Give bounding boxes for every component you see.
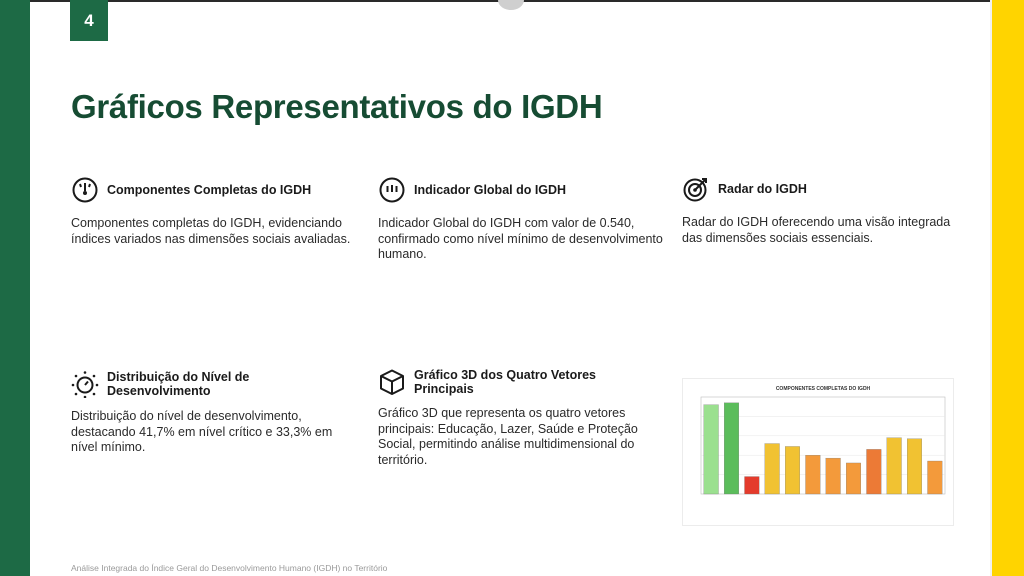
top-indicator <box>498 0 524 10</box>
chart-bar <box>928 461 943 494</box>
card-title: Radar do IGDH <box>718 182 807 196</box>
card-description: Distribuição do nível de desenvolvimento, destacando 41,7% em nível crítico e 33,3% em nível mínimo. <box>71 409 333 454</box>
chart-bar <box>867 449 882 494</box>
chart-bar <box>887 438 902 494</box>
chart-title: COMPONENTES COMPLETAS DO IGDH <box>775 386 871 392</box>
page-title: Gráficos Representativos do IGDH <box>71 88 603 125</box>
card-description: Indicador Global do IGDH com valor de 0.540, confirmado como nível mínimo de desenvolvimento humano. <box>378 216 663 261</box>
chart-bar <box>745 477 760 494</box>
chart-bar <box>785 446 800 494</box>
chart-bar <box>704 405 719 494</box>
card-grafico-3d <box>378 368 668 468</box>
card-distribuicao <box>71 370 361 456</box>
chart-thumbnail <box>682 378 954 526</box>
cube-icon <box>378 368 406 396</box>
card-indicador-global <box>378 176 668 263</box>
page-number-badge: 4 <box>70 0 108 41</box>
chart-bar <box>765 444 780 494</box>
meter-icon <box>378 176 406 204</box>
card-title: Distribuição do Nível de Desenvolvimento <box>107 370 250 398</box>
bar-chart <box>683 379 953 525</box>
card-title: Componentes Completas do IGDH <box>107 183 312 197</box>
card-description: Gráfico 3D que representa os quatro vetores principais: Educação, Lazer, Saúde e Proteção Social, permitindo análise multidimensional do território. <box>378 406 638 467</box>
card-radar <box>682 175 952 246</box>
left-accent-bar <box>0 0 30 576</box>
gauge-icon <box>71 176 99 204</box>
card-componentes <box>71 176 361 247</box>
footer-text: Análise Integrada do Índice Geral do Desenvolvimento Humano (IGDH) no Território <box>71 563 388 573</box>
chart-bar <box>846 463 861 494</box>
chart-bar <box>826 458 841 494</box>
card-description: Componentes completas do IGDH, evidenciando índices variados nas dimensões sociais avaliadas. <box>71 216 351 246</box>
card-title: Gráfico 3D dos Quatro Vetores Principais <box>414 368 596 396</box>
chart-bar <box>724 403 739 494</box>
card-description: Radar do IGDH oferecendo uma visão integrada das dimensões sociais essenciais. <box>682 215 951 245</box>
chart-bar <box>907 439 922 494</box>
card-title: Indicador Global do IGDH <box>414 183 567 197</box>
target-icon <box>682 175 710 203</box>
right-accent-bar <box>992 0 1024 576</box>
timer-icon <box>71 370 99 398</box>
chart-bar <box>806 455 821 494</box>
